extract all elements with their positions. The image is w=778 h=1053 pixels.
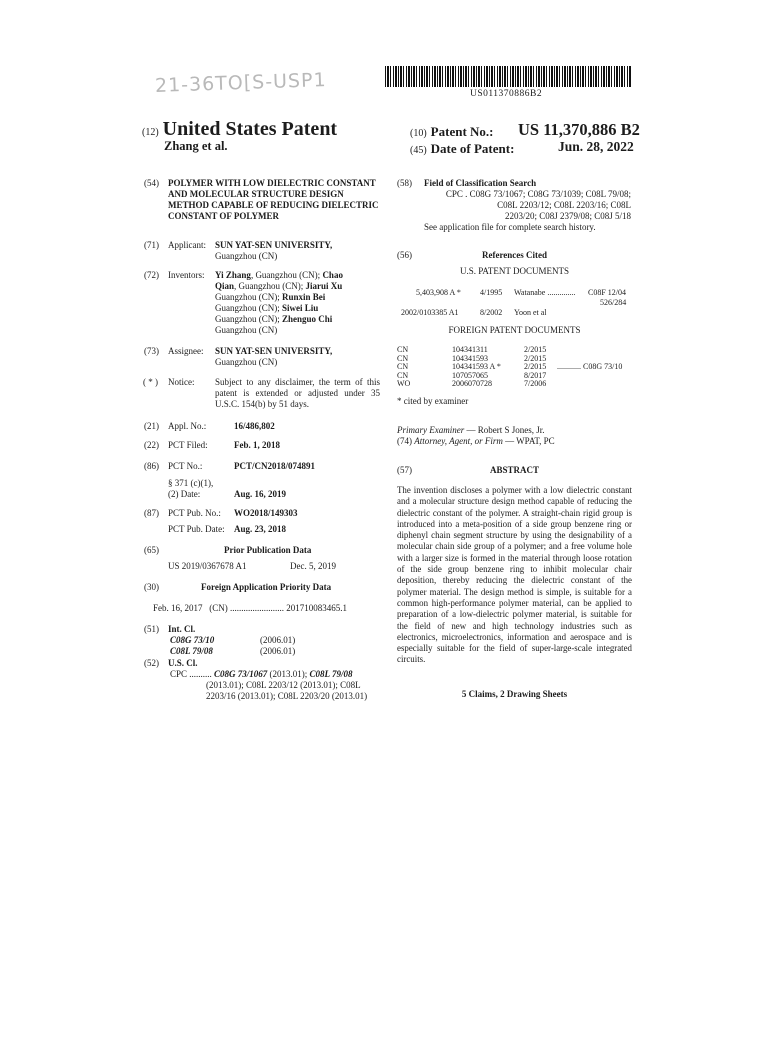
patent-number-label: Patent No.: [430,124,494,139]
inventor-location: , Guangzhou (CN); [234,281,306,291]
claims-and-sheets: 5 Claims, 2 Drawing Sheets [461,689,568,699]
classification-search-line-2: C08L 2203/12; C08L 2203/16; C08L [497,200,631,210]
foreign-priority-line: Feb. 16, 2017 (CN) ........................ 201710083465.1 [153,603,347,613]
us-doc-1-class: C08F 12/04 [588,288,627,297]
primary-examiner-name: — Robert S Jones, Jr. [464,425,545,435]
foreign-doc-cls: ............ C08G 73/10 [557,362,623,371]
primary-examiner [397,425,545,436]
inventor-name: Yi Zhang [215,270,251,280]
inventor-location: Guangzhou (CN); [215,314,282,324]
cpc-prefix: CPC .......... [170,669,212,679]
us-doc-2-number: 2002/0103385 A1 [401,308,459,317]
foreign-doc-num: 104341593 A * [452,362,501,371]
inventor-location: Guangzhou (CN); [215,303,282,313]
pct-pub-date: Aug. 23, 2018 [234,524,287,534]
code-56: (56) [397,250,412,260]
pct-pub-date-label: PCT Pub. Date: [168,524,225,534]
inventor-line [215,303,343,314]
prior-publication-number: US 2019/0367678 A1 [168,561,247,571]
foreign-doc-cc: WO [397,379,411,388]
date-of-patent: Jun. 28, 2022 [558,139,634,154]
inventors-label: Inventors: [168,270,205,280]
foreign-doc-cc: CN [397,353,409,363]
foreign-doc-date: 8/2017 [524,370,547,380]
code-65: (65) [144,545,159,555]
inventors-short: Zhang et al. [164,139,228,153]
int-cl-label: Int. Cl. [168,624,196,634]
code-71: (71) [144,240,159,250]
classification-search-note: See application file for complete search history. [424,222,596,232]
patent-title-line [142,118,337,141]
us-patent-documents-heading: U.S. PATENT DOCUMENTS [459,266,570,276]
inventor-location: , Guangzhou (CN); [250,270,323,280]
us-doc-1-number: 5,403,908 A * [416,288,461,297]
attorney-line [397,436,555,447]
code-58: (58) [397,178,412,188]
patent-number-row [410,123,494,141]
pct-no: PCT/CN2018/074891 [234,461,315,471]
inventor-line [215,314,343,325]
us-cl-label: U.S. Cl. [168,658,198,668]
code-52: (52) [144,658,159,668]
us-cl-line-2: (2013.01); C08L 2203/12 (2013.01); C08L [206,680,361,690]
inventor-line [215,292,343,303]
foreign-doc-cc: CN [397,370,409,380]
classification-search-heading: Field of Classification Search [424,178,537,188]
date-of-patent-row [410,140,514,158]
code-86: (86) [144,461,159,471]
handwritten-note: 21-36TO[S-USP1 [154,69,327,97]
inventor-name: Qian [215,281,235,291]
code-21: (21) [144,421,159,431]
references-cited-heading: References Cited [481,250,548,260]
attorney-name: — WPAT, PC [502,436,555,446]
assignee-name: SUN YAT-SEN UNIVERSITY, [215,346,333,356]
pct-filed: Feb. 1, 2018 [234,440,280,450]
int-cl-version-1: (2006.01) [260,635,296,645]
date-of-patent-label: Date of Patent: [430,141,515,156]
inventor-name: Jiarui Xu [305,281,343,291]
s371-date: Aug. 16, 2019 [234,489,287,499]
attorney-label: Attorney, Agent, or Firm [414,436,503,446]
foreign-doc-cc: CN [397,362,409,371]
prior-publication-heading: Prior Publication Data [224,545,312,555]
foreign-doc-date: 7/2006 [524,379,547,388]
foreign-doc-row [397,345,632,354]
applicant-label: Applicant: [168,240,206,250]
pct-pub-no-label: PCT Pub. No.: [168,508,221,518]
patent-number: US 11,370,886 B2 [518,120,640,139]
foreign-doc-cc: CN [397,345,409,354]
us-cl-line-1 [170,669,352,679]
foreign-doc-num: 104341311 [452,345,488,354]
code-54: (54) [144,178,159,188]
foreign-doc-row [397,354,632,363]
inventor-line [215,325,343,336]
foreign-doc-num: 104341593 [452,353,488,363]
foreign-doc-row [397,362,632,371]
foreign-doc-date: 2/2015 [524,345,547,354]
notice-text: Subject to any disclaimer, the term of this patent is extended or adjusted under 35 U.S.C. 154(b) by 51 days. [215,377,380,409]
abstract-heading: ABSTRACT [489,465,539,475]
inventor-line [215,270,343,281]
code-73: (73) [144,346,159,356]
inventor-name: Runxin Bei [282,292,326,302]
primary-examiner-label: Primary Examiner [397,425,465,435]
assignee-label: Assignee: [168,346,204,356]
applicant-city: Guangzhou (CN) [215,251,278,261]
inventors-list [215,270,343,336]
inventor-location: Guangzhou (CN) [215,325,278,335]
code-30: (30) [144,582,159,592]
notice-label: Notice: [168,377,195,387]
code-87: (87) [144,508,159,518]
foreign-patent-documents-heading: FOREIGN PATENT DOCUMENTS [448,325,581,335]
int-cl-class-1: C08G 73/10 [170,635,215,645]
inventor-name: Chao [322,270,343,280]
us-doc-1-date: 4/1995 [480,288,503,297]
foreign-doc-row [397,379,632,388]
appl-no-label: Appl. No.: [168,421,207,431]
classification-search-line-1: CPC . C08G 73/1067; C08G 73/1039; C08L 79/08; [445,189,631,199]
applicant-name: SUN YAT-SEN UNIVERSITY, [215,240,333,250]
cpc-second-class: C08L 79/08 [309,669,353,679]
code-57: (57) [397,465,412,475]
foreign-doc-date: 2/2015 [524,353,547,363]
pct-filed-label: PCT Filed: [168,440,208,450]
barcode [385,66,631,87]
us-doc-2-date: 8/2002 [480,308,503,317]
code-12: (12) [142,127,159,138]
pct-pub-no: WO2018/149303 [234,508,298,518]
int-cl-version-2: (2006.01) [260,646,296,656]
s371-label: § 371 (c)(1), [168,478,214,488]
classification-search-line-3: 2203/20; C08J 2379/08; C08J 5/18 [504,211,631,221]
notice-code: ( * ) [143,377,158,387]
appl-no: 16/486,802 [234,421,275,431]
patent-type-title: United States Patent [162,118,338,140]
cpc-main-version: (2013.01); [267,669,310,679]
us-doc-2-name: Yoon et al [514,308,547,317]
prior-publication-date: Dec. 5, 2019 [290,561,336,571]
pct-no-label: PCT No.: [168,461,203,471]
inventor-name: Siwei Liu [282,303,319,313]
inventor-name: Zhenguo Chi [282,314,333,324]
code-22: (22) [144,440,159,450]
cited-by-examiner: * cited by examiner [397,396,469,406]
document-number: US011370886B2 [470,89,543,99]
us-cl-line-3: 2203/16 (2013.01); C08L 2203/20 (2013.01) [206,691,368,701]
cpc-main-class: C08G 73/1067 [214,669,268,679]
assignee-city: Guangzhou (CN) [215,357,278,367]
abstract-text: The invention discloses a polymer with a low dielectric constant and a molecular structure design method capable of reducing the dielectric constant of the polymer. A straight-chain rigid group is introduced into a meta-position of a side group benzene ring or diphenyl chain segment structure by using the designability of a molecular chain side group of a polymer; and a free volume hole with a larger size is formed in the material through loose rotation of the side group benzene ring to inhibit molecular chair deposition, thereby reducing the dielectric constant of the polymer material. The design method is simple, is suitable for a common high-performance polymer material, can be applied to preparation of a low-dielectric polymer material, is suitable for the field of new and high technology industries such as electronics, microelectronics, information and aerospace and is especially suitable for the field of super-large-scale integrated circuits. [397,485,632,665]
invention-title: POLYMER WITH LOW DIELECTRIC CONSTANT AND MOLECULAR STRUCTURE DESIGN METHOD CAPABLE OF REDUCING DIELECTRIC CONSTANT OF POLYMER [168,178,379,221]
code-72: (72) [144,270,159,280]
s371-date-label: (2) Date: [168,489,201,499]
foreign-doc-row [397,371,632,380]
foreign-patent-list [397,345,632,388]
inventor-location: Guangzhou (CN); [215,292,282,302]
code-45: (45) [410,145,427,156]
int-cl-class-2: C08L 79/08 [170,646,213,656]
foreign-doc-num: 107057065 [452,370,488,380]
code-74: (74) [397,436,412,446]
us-doc-1-class-2: 526/284 [600,298,627,307]
code-10: (10) [410,128,427,139]
foreign-doc-date: 2/2015 [524,362,547,371]
foreign-doc-num: 2006070728 [452,379,492,388]
code-51: (51) [144,624,159,634]
foreign-priority-heading: Foreign Application Priority Data [201,582,332,592]
us-doc-1-name: Watanabe .............. [514,288,576,297]
inventor-line [215,281,343,292]
